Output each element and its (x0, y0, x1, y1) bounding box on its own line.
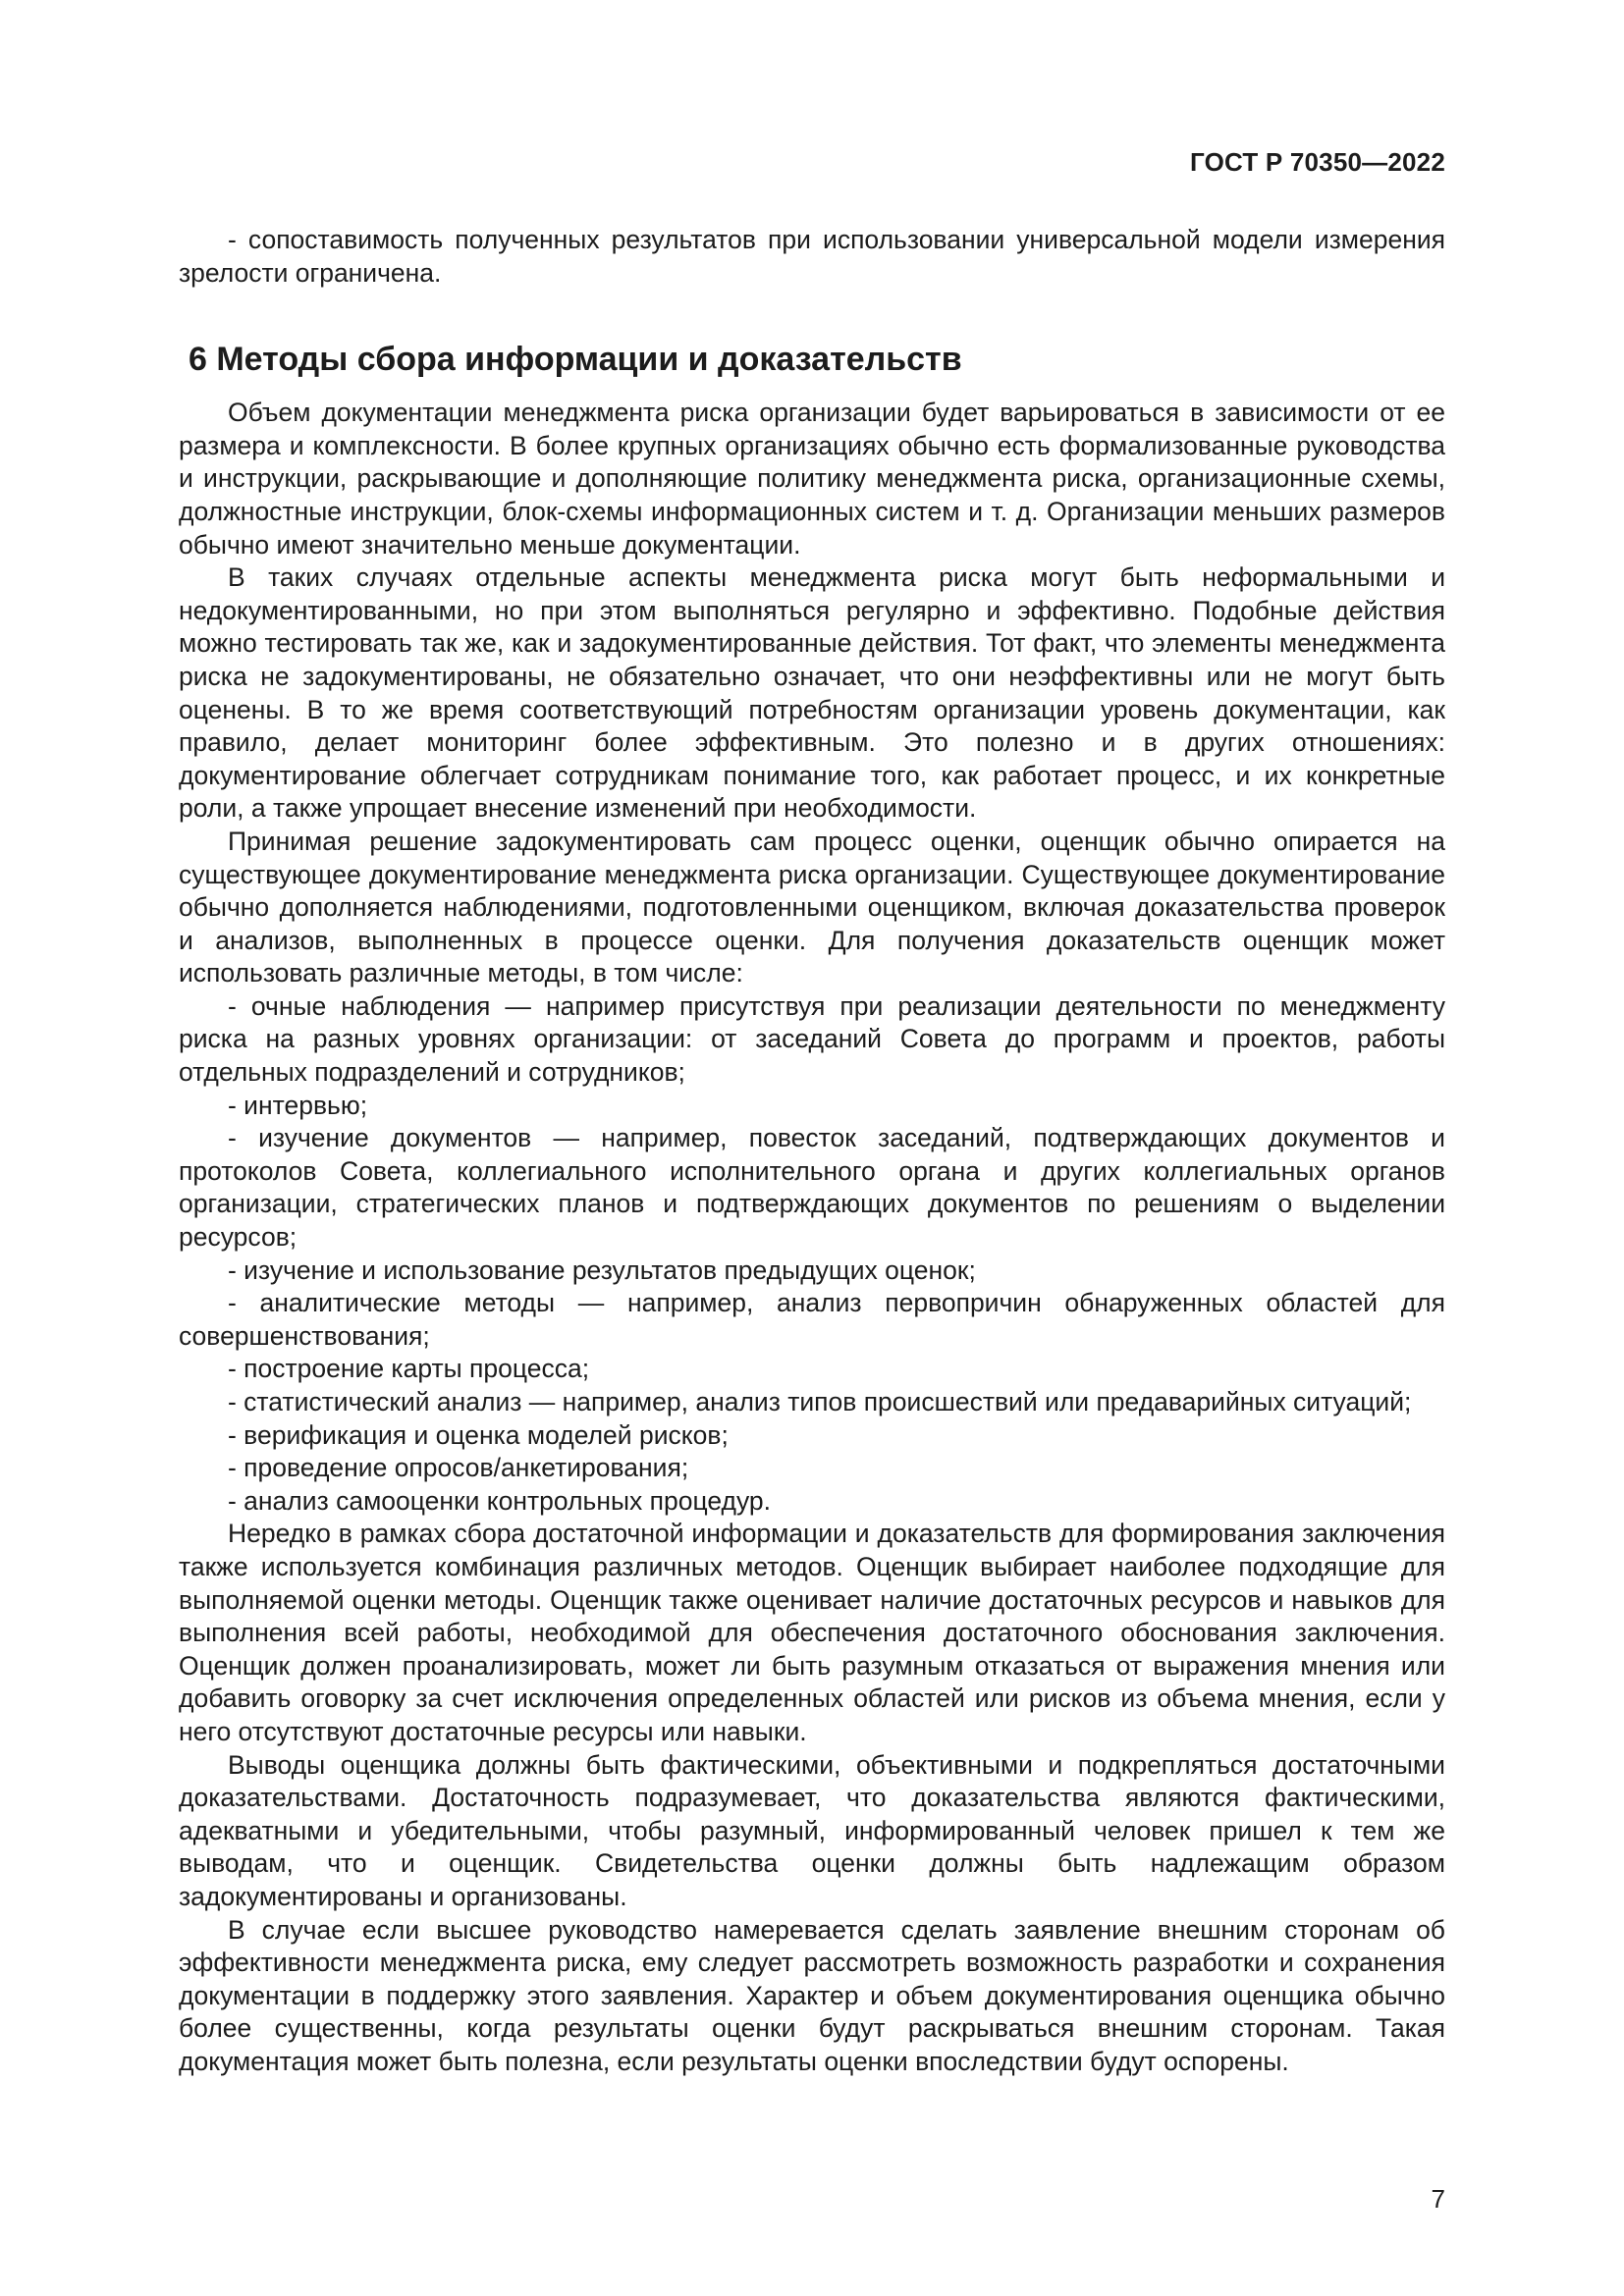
bullet-item: - изучение документов — например, повесток заседаний, подтверждающих документов и протоколов Совета, коллегиального исполнительного органа и других коллегиальных органов организации, стратегических планов и подтверждающих документов по решениям о выделении ресурсов; (179, 1123, 1445, 1253)
page-content (179, 224, 1445, 2078)
bullet-item: - интервью; (228, 1090, 368, 1120)
section-title: 6 Методы сбора информации и доказательств (189, 341, 962, 379)
bullet-item: - построение карты процесса; (228, 1354, 590, 1384)
bullet-item: - анализ самооценки контрольных процедур. (228, 1485, 772, 1516)
bullet-item: - изучение и использование результатов предыдущих оценок; (228, 1255, 976, 1285)
paragraph: Объем документации менеджмента риска организации будет варьироваться в зависимости от ее размера и комплексности. В более крупных организациях обычно есть формализованные руководства и инструкции, раскрывающие и дополняющие политику менеджмента риска, организационные схемы, должностные инструкции, блок-схемы информационных систем и т. д. Организации меньших размеров обычно имеют значительно меньше документации. (179, 398, 1445, 560)
paragraph: Выводы оценщика должны быть фактическими, объективными и подкрепляться достаточными доказательствами. Достаточность подразумевает, что доказательства являются фактическими, адекватными и убедительными, чтобы разумный, информированный человек пришел к тем же выводам, что и оценщик. Свидетельства оценки должны быть надлежащим образом задокументированы и организованы. (179, 1749, 1445, 1911)
standard-code-header: ГОСТ Р 70350—2022 (1190, 147, 1445, 177)
paragraph: Принимая решение задокументировать сам процесс оценки, оценщик обычно опирается на существующее документирование менеджмента риска организации. Существующее документирование обычно дополняется наблюдениями, подготовленными оценщиком, включая доказательства проверок и анализов, выполненных в процессе оценки. Для получения доказательств оценщик может использовать различные методы, в том числе: (179, 826, 1445, 988)
bullet-item: - очные наблюдения — например присутствуя при реализации деятельности по менеджменту риска на разных уровнях организации: от заседаний Совета до программ и проектов, работы отдельных подразделений и сотрудников; (179, 990, 1445, 1088)
bullet-item: - статистический анализ — например, анализ типов происшествий или предаварийных ситуаций; (228, 1387, 1412, 1416)
paragraph: В случае если высшее руководство намеревается сделать заявление внешним сторонам об эффективности менеджмента риска, ему следует рассмотреть возможность разработки и сохранения документации в поддержку этого заявления. Характер и объем документирования оценщика обычно более существенны, когда результаты оценки будут раскрываться внешним сторонам. Такая документация может быть полезна, если результаты оценки впоследствии будут оспорены. (179, 1914, 1445, 2076)
bullet-item: - аналитические методы — например, анализ первопричин обнаруженных областей для совершенствования; (179, 1288, 1445, 1351)
bullet-item: - проведение опросов/анкетирования; (228, 1453, 689, 1483)
bullet-item: - верификация и оценка моделей рисков; (228, 1419, 729, 1450)
paragraph: В таких случаях отдельные аспекты менеджмента риска могут быть неформальными и недокументированными, но при этом выполняться регулярно и эффективно. Подобные действия можно тестировать так же, как и задокументированные действия. Тот факт, что элементы менеджмента риска не задокументированы, не обязательно означает, что они неэффективны или не могут быть оценены. В то же время соответствующий потребностям организации уровень документации, как правило, делает мониторинг более эффективным. Это полезно и в других отношениях: документирование облегчает сотрудникам понимание того, как работает процесс, и их конкретные роли, а также упрощает внесение изменений при необходимости. (179, 562, 1445, 824)
intro-bullet: - сопоставимость полученных результатов при использовании универсальной модели измерения зрелости ограничена. (179, 225, 1445, 288)
page-number: 7 (1431, 2184, 1445, 2214)
paragraph: Нередко в рамках сбора достаточной информации и доказательств для формирования заключения также используется комбинация различных методов. Оценщик выбирает наиболее подходящие для выполняемой оценки методы. Оценщик также оценивает наличие достаточных ресурсов и навыков для выполнения всей работы, необходимой для обеспечения достаточного обоснования заключения. Оценщик должен проанализировать, может ли быть разумным отказаться от выражения мнения или добавить оговорку за счет исключения определенных областей или рисков из объема мнения, если у него отсутствуют достаточные ресурсы или навыки. (179, 1519, 1445, 1746)
